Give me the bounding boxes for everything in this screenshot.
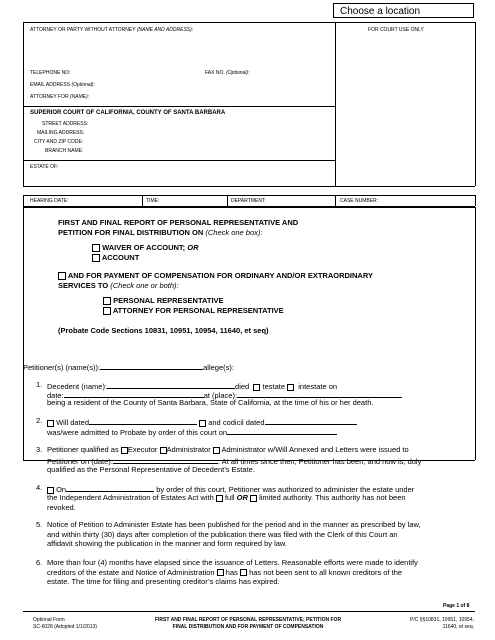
hearing-border-1 [23,195,24,206]
full-authority-checkbox[interactable] [216,495,223,502]
telephone-label: TELEPHONE NO: [30,70,71,76]
caption-right-border [475,22,476,186]
death-date-field[interactable] [64,389,204,398]
time-label: TIME: [146,198,160,204]
title-right-border [475,207,476,460]
item5-text: Notice of Petition to Administer Estate has been published for the period and in the manner as prescribed by law, and within thirty (30) days after completion of the publication there was filed with the Clerk of this Court an affidavit showing the publication in the manner and form required by law. [47,520,421,548]
caption-top-border [23,22,475,23]
hearing-border-3 [227,195,228,206]
item6-number: 6. [36,558,43,567]
footer-code-2: 11640, et seq. [442,624,474,630]
street-label: STREET ADDRESS: [42,121,89,127]
executor-checkbox[interactable] [121,447,128,454]
attorney-pr-option: ATTORNEY FOR PERSONAL REPRESENTATIVE [103,306,284,315]
account-checkbox[interactable] [92,254,100,262]
item4-line1: On by order of this court, Petitioner was authorized to administer the estate under [47,483,414,494]
title-line1: FIRST AND FINAL REPORT OF PERSONAL REPRESENTATIVE AND [58,218,299,227]
will-date-field[interactable] [89,416,197,425]
item1-line1: Decedent (name): died testate intestate on [47,382,338,391]
title-line2: PETITION FOR FINAL DISTRIBUTION ON (Check one box): [58,228,263,237]
attorney-for-label: ATTORNEY FOR (NAME): [30,94,90,100]
footer-rule [23,611,475,612]
footer-title-1: FIRST AND FINAL REPORT OF PERSONAL REPRESENTATIVE; PETITION FOR [154,617,342,623]
footer-code-1: P/C §§10831, 10951, 10954, [410,617,474,623]
attorney-label: ATTORNEY OR PARTY WITHOUT ATTORNEY (NAME AND ADDRESS): [30,27,194,33]
item4-line3: revoked. [47,503,76,512]
hearing-border-2 [142,195,143,206]
attorney-pr-checkbox[interactable] [103,307,111,315]
compensation-option: AND FOR PAYMENT OF COMPENSATION FOR ORDINARY AND/OR EXTRAORDINARY [58,271,373,280]
item1-line2: date: at (place): [47,389,402,400]
caption-bottom-border [23,186,475,187]
petitioners-field[interactable] [100,361,203,370]
administrator-checkbox[interactable] [160,447,167,454]
notice-has-checkbox[interactable] [217,569,224,576]
item6-text: More than four (4) months have elapsed since the issuance of Letters. Reasonable efforts were made to identify creditors of the estate and Notice of Administration has has not been sent to all known creditors of the estate. The time for filing and presenting creditor’s claims has expired. [47,558,418,586]
page-number: Page 1 of 8 [443,603,470,609]
item1-number: 1. [36,380,43,389]
city-label: CITY AND ZIP CODE: [34,139,84,145]
notice-has-not-checkbox[interactable] [240,569,247,576]
form-number: SC-6028 (Adopted 1/1/2013) [33,624,97,630]
court-name: SUPERIOR COURT OF CALIFORNIA, COUNTY OF SANTA BARBARA [30,110,226,116]
item3-line2: Petitioner on (date): . At all times since then, Petitioner has been, and now is, duly [47,457,422,466]
hearing-border-4 [335,195,336,206]
fax-label: FAX NO. (Optional): [205,70,250,76]
case-number-label: CASE NUMBER: [340,198,379,204]
item3-line3: qualified as the Personal Representative of Decedent’s Estate. [47,465,255,474]
letters-date-field[interactable] [113,455,218,464]
limited-authority-checkbox[interactable] [250,495,257,502]
court-box-divider [23,106,335,107]
department-label: DEPARTMENT: [231,198,266,204]
court-use-label: FOR COURT USE ONLY [368,27,424,33]
optional-form-label: Optional Form [33,617,65,623]
death-place-field[interactable] [237,389,402,398]
court-use-divider [335,22,336,186]
location-select[interactable]: Choose a location [333,3,474,18]
decedent-name-field[interactable] [107,380,235,389]
item3-line1: Petitioner qualified as Executor Administrator Administrator w/Will Annexed and Letters were issued to [47,445,409,454]
hearing-top-border [23,195,475,196]
pr-checkbox[interactable] [103,297,111,305]
item5-number: 5. [36,520,43,529]
waiver-checkbox[interactable] [92,244,100,252]
title-top-border [23,207,475,208]
probate-code: (Probate Code Sections 10831, 10951, 10954, 11640, et seq) [58,326,269,335]
caption-left-border [23,22,24,186]
hearing-date-label: HEARING DATE: [30,198,69,204]
item4-number: 4. [36,483,43,492]
account-option: ACCOUNT [92,253,139,262]
item2-line2: was/were admitted to Probate by order of this court on [47,426,337,437]
item3-number: 3. [36,445,43,454]
estate-label: ESTATE OF: [30,164,59,170]
petitioners-line: Petitioner(s) (name(s)): allege(s): [23,363,234,372]
branch-label: BRANCH NAME: [45,148,84,154]
mailing-label: MAILING ADDRESS: [37,130,85,136]
item4-line2: the Independent Administration of Estates Act with full OR limited authority. This authority has not been [47,493,406,502]
title-left-border [23,207,24,460]
compensation-line2: SERVICES TO (Check one or both): [58,281,179,290]
iaea-date-field[interactable] [66,483,154,492]
footer-title-2: FINAL DISTRIBUTION AND FOR PAYMENT OF COMPENSATION [172,624,324,630]
item1-line3: being a resident of the County of Santa Barbara, State of California, at the time of his or her death. [47,398,374,407]
estate-divider [23,160,335,161]
pr-option: PERSONAL REPRESENTATIVE [103,296,224,305]
item2-line1: Will dated and codicil dated [47,416,357,427]
item2-number: 2. [36,416,43,425]
compensation-checkbox[interactable] [58,272,66,280]
admin-will-checkbox[interactable] [213,447,220,454]
hearing-border-5 [475,195,476,206]
codicil-date-field[interactable] [265,416,357,425]
email-label: EMAIL ADDRESS (Optional): [30,82,95,88]
probate-date-field[interactable] [227,426,337,435]
waiver-option: WAIVER OF ACCOUNT; OR [92,243,199,252]
